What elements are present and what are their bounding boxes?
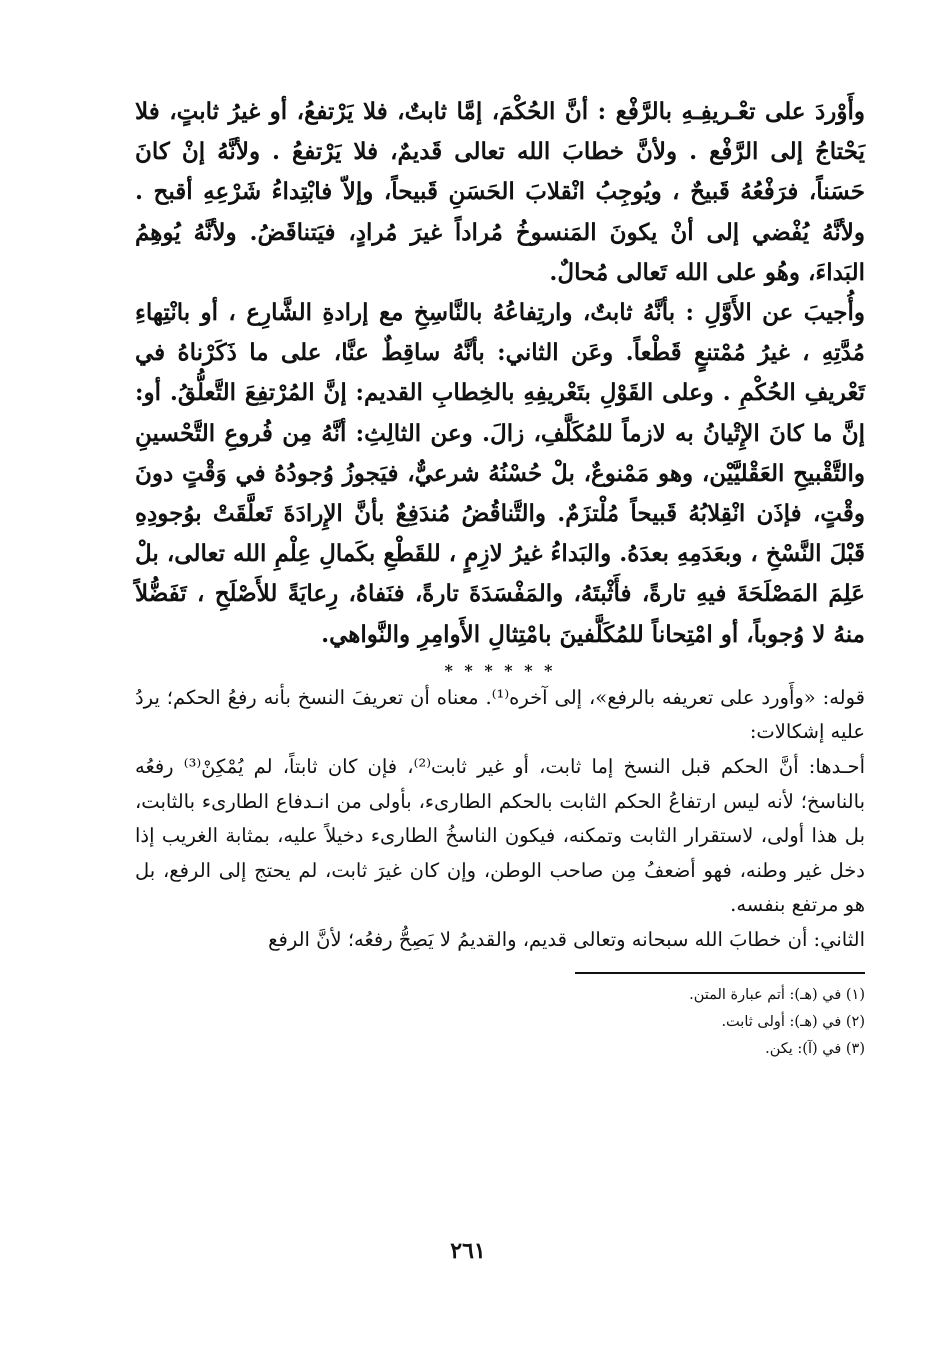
matn-text — [135, 92, 865, 655]
footnote-rule — [575, 972, 865, 974]
sharh-paragraph-2: أحـدها: أنَّ الحكم قبل النسخ إما ثابت، أو غير ثابت⁽²⁾، فإن كان ثابتاً، لم يُمْكِنْ⁽³⁾ رفعُه بالناسخ؛ لأنه ليس ارتفاعُ الحكم الثابت بالحكم الطارىء، بأولى من انـدفاع الطارىء بالثابت، بل هذا أولى، لاستقرار الثابت وتمكنه، فيكون الناسخُ الطارىء دخيلاً عليه، بمثابة الغريب إذا دخل غير وطنه، فهو أضعفُ مِن صاحب الوطن، وإن كان غيرَ ثابت، لم يحتج إلى الرفع، بل هو مرتفع بنفسه. — [135, 755, 865, 917]
footnote-item: (٢) في (هـ): أولى ثابت. — [721, 1013, 865, 1030]
sharh-paragraph-3: الثاني: أن خطابَ الله سبحانه وتعالى قديم، والقديمُ لا يَصِحُّ رفعُه؛ لأنَّ الرفع — [268, 928, 865, 951]
footnote-item: (٣) في (آ): يكن. — [765, 1040, 865, 1057]
matn-paragraph-2: وأُجيبَ عن الأَوَّلِ : بأنَّهُ ثابتٌ، وارتِفاعُهُ بالنَّاسِخِ مع إرادةِ الشَّارِع ، أو بانْتِهاءِ مُدَّتِهِ ، غيرُ مُمْتنعٍ قَطْعاً. وعَن الثاني: بأنَّهُ ساقِطٌ عنَّا، على ما ذَكَرْناهُ في تَعْريفِ الحُكْمِ . وعلى القَوْلِ بتَعْريفِهِ بالخِطابِ القديم: إنَّ المُرْتفِعَ التَّعلُّقُ. أو: إنَّ ما كانَ الإِتْيانُ به لازماً للمُكَلَّفِ، زالَ. وعن الثالِثِ: أنَّهُ مِن فُروعِ التَّحْسينِ والتَّقْبيحِ العَقْليَّيْن، وهو مَمْنوعٌ، بلْ حُسْنُهُ شرعيٌّ، فيَجوزُ وُجودُهُ في وَقْتٍ دونَ وقْتٍ، فإذَن انْقِلابُهُ قَبيحاً مُلْتزَمٌ. والتَّناقُضُ مُندَفِعٌ بأنَّ الإِرادَةَ تَعلَّقَتْ بوُجودِهِ قَبْلَ النَّسْخِ ، وبعَدَمِهِ بعدَهُ. والبَداءُ غيرُ لازِمٍ ، للقَطْعِ بكَمالِ عِلْمِ الله تعالى، بلْ عَلِمَ المَصْلَحَةَ فيهِ تارةً، فأَثْبتَهُ، والمَفْسَدَةَ تارةً، فنَفاهُ، رِعايَةً للأَصْلَحِ ، تَفَضُّلاً منهُ لا وُجوباً، أو امْتِحاناً للمُكَلَّفينَ بامْتِثالِ الأَوامِرِ والنَّواهي. — [135, 299, 865, 648]
page-number: ٢٦١ — [450, 1238, 486, 1264]
footnote-item: (١) في (هـ): أتم عبارة المتن. — [689, 986, 865, 1003]
section-separator: * * * * * * — [444, 660, 556, 680]
page-body — [135, 92, 865, 1063]
matn-paragraph-1: وأَوْردَ على تعْـريفِـهِ بالرَّفْع : أنَّ الحُكْمَ، إمَّا ثابتٌ، فلا يَرْتفعُ، أو غيرُ ثابتٍ، فلا يَحْتاجُ إلى الرَّفْع . ولأنَّ خطابَ الله تعالى قَديمٌ، فلا يَرْتفعُ . ولأنَّهُ إنْ كانَ حَسَناً، فرَفْعُهُ قَبيحٌ ، ويُوجِبُ انْقلابَ الحَسَنِ قَبيحاً، وإلاّ فابْتِداءُ شَرْعِهِ أقبح . ولأنَّهُ يُفْضي إلى أنْ يكونَ المَنسوخُ مُراداً غيرَ مُرادٍ، فيَتناقَضُ. ولأنَّهُ يُوهِمُ البَداءَ، وهُو على الله تَعالى مُحالٌ. — [135, 98, 865, 286]
sharh-paragraph-1: قوله: «وأَورد على تعريفه بالرفع»، إلى آخره⁽¹⁾. معناه أن تعريفَ النسخ بأنه رفعُ الحكم؛ يردُ عليه إشكالات: — [135, 685, 865, 744]
footnotes — [135, 982, 865, 1063]
sharh-text — [135, 681, 865, 958]
